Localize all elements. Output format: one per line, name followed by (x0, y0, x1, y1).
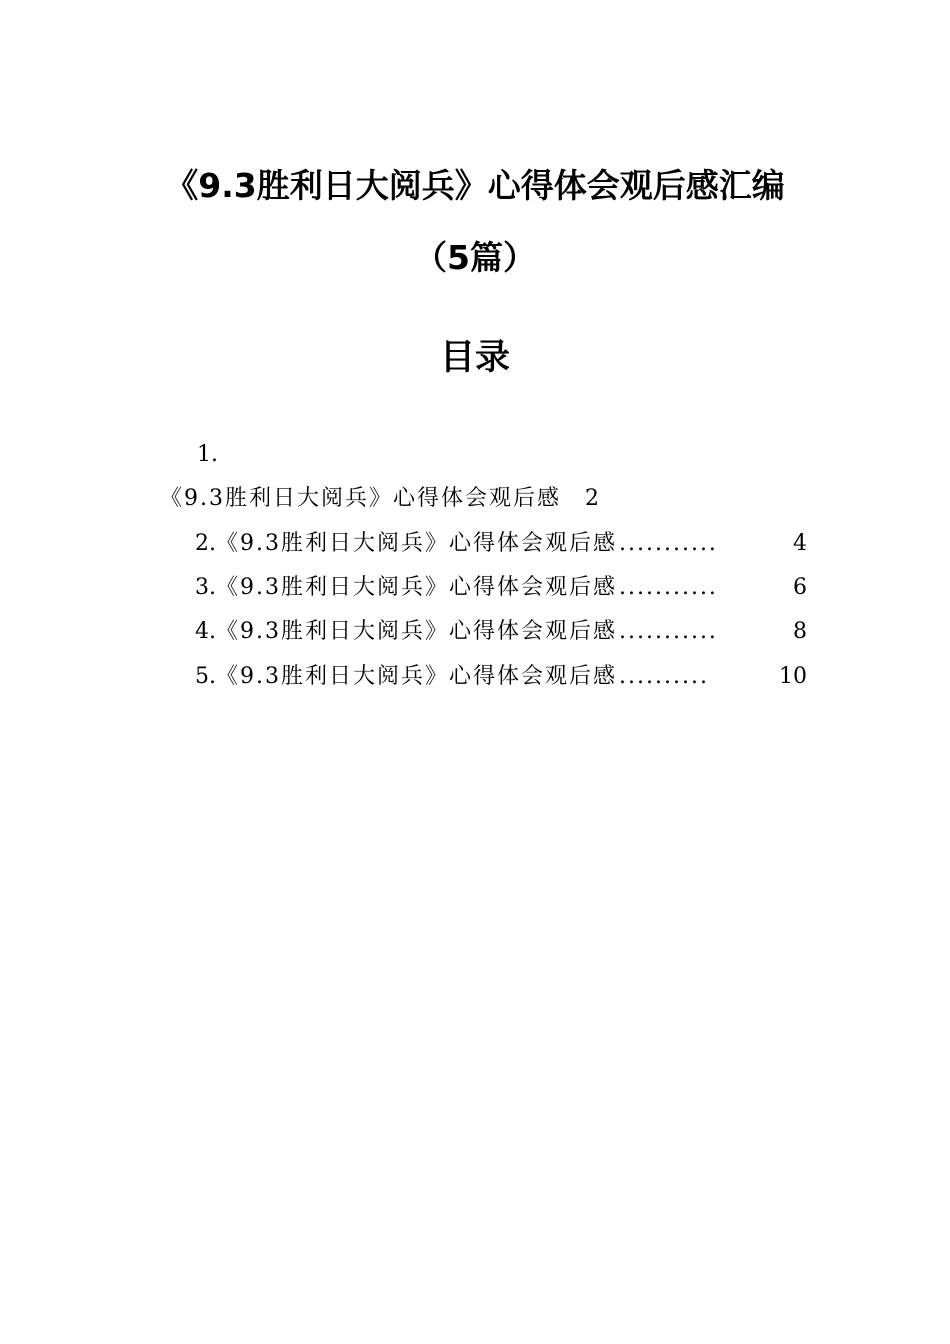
toc-entry-number: 5. (195, 664, 216, 689)
toc-entry-label: 《9.3胜利日大阅兵》心得体会观后感 (216, 664, 617, 689)
toc-entry-1-number: 1. (197, 442, 218, 467)
toc-dot-leader: ........... (619, 575, 718, 600)
toc-entry-number: 2. (195, 531, 216, 556)
document-title: 《9.3胜利日大阅兵》心得体会观后感汇编 (165, 166, 785, 205)
toc-entry-1-label: 《9.3胜利日大阅兵》心得体会观后感 (160, 486, 561, 511)
toc-entry-label: 《9.3胜利日大阅兵》心得体会观后感 (216, 575, 617, 600)
toc-entry-page: 4 (793, 531, 807, 556)
toc-entry-page: 8 (793, 619, 807, 644)
toc-entry-page: 6 (793, 575, 807, 600)
toc-entry-label: 《9.3胜利日大阅兵》心得体会观后感 (216, 531, 617, 556)
toc-entry-2[interactable] (195, 529, 807, 559)
toc-heading: 目录 (439, 338, 510, 378)
toc-entry-1-text[interactable] (160, 484, 601, 514)
toc-entry-4[interactable] (195, 617, 807, 647)
toc-entry-3[interactable] (195, 573, 807, 603)
toc-entry-1-page: 2 (585, 486, 601, 511)
document-subtitle: （5篇） (414, 238, 536, 277)
toc-dot-leader: .......... (619, 664, 709, 689)
toc-entry-page: 10 (779, 664, 807, 689)
toc-dot-leader: ........... (619, 531, 718, 556)
toc-entry-number: 3. (195, 575, 216, 600)
toc-entry-label: 《9.3胜利日大阅兵》心得体会观后感 (216, 619, 617, 644)
toc-dot-leader: ........... (619, 619, 718, 644)
toc-entry-5[interactable] (195, 662, 807, 692)
toc-entry-number: 4. (195, 619, 216, 644)
